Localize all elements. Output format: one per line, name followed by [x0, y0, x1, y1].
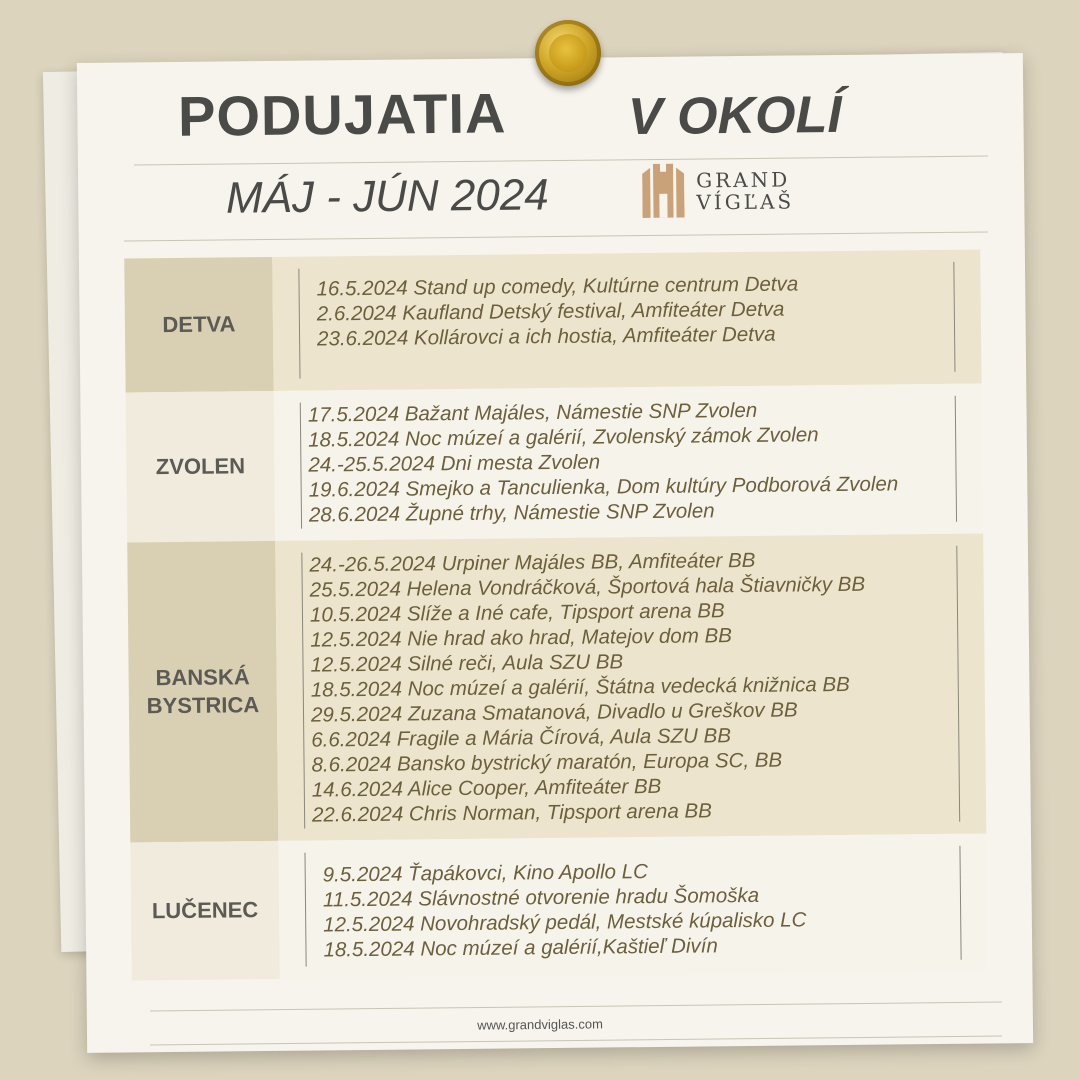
page-title: PODUJATIA: [177, 81, 507, 148]
event-item: 28.6.2024 Župné trhy, Námestie SNP Zvolen: [308, 499, 715, 527]
event-item: 24.-25.5.2024 Dni mesta Zvolen: [308, 450, 601, 477]
city-label: DETVA: [124, 257, 273, 393]
castle-icon: [642, 164, 685, 218]
event-item: 12.5.2024 Novohradský pedál, Mestské kúpalisko LC: [323, 908, 807, 937]
event-item: 12.5.2024 Silné reči, Aula SZU BB: [310, 650, 624, 677]
period-label: MÁJ - JÚN 2024: [225, 170, 550, 223]
city-label: [127, 541, 278, 843]
city-label-line2: BYSTRICA: [146, 692, 260, 719]
event-item: 11.5.2024 Slávnostné otvorenie hradu Šomoška: [322, 883, 760, 912]
pushpin-icon: [535, 20, 601, 86]
section-zvolen: [126, 384, 984, 543]
event-item: 23.6.2024 Kollárovci a ich hostia, Amfiteáter Detva: [316, 322, 776, 351]
section-banska-bystrica: [127, 534, 986, 843]
event-item: 22.6.2024 Chris Norman, Tipsport arena BB: [311, 799, 712, 827]
page-title-location: V OKOLÍ: [627, 85, 843, 147]
event-item: 18.5.2024 Noc múzeí a galérií, Zvolenský zámok Zvolen: [308, 423, 819, 452]
event-item: 19.6.2024 Smejko a Tanculienka, Dom kultúry Podborová Zvolen: [308, 472, 899, 502]
event-item: 24.-26.5.2024 Urpiner Majáles BB, Amfiteáter BB: [309, 548, 756, 577]
event-item: 6.6.2024 Fragile a Mária Čírová, Aula SZU BB: [311, 724, 732, 752]
section-detva: [124, 250, 981, 393]
event-item: 12.5.2024 Nie hrad ako hrad, Matejov dom BB: [310, 624, 733, 652]
event-item: 18.5.2024 Noc múzeí a galérií, Štátna vedecká knižnica BB: [310, 672, 850, 702]
logo-text-line2: VÍGĽAŠ: [696, 189, 795, 215]
event-item: 29.5.2024 Zuzana Smatanová, Divadlo u Greškov BB: [310, 698, 798, 727]
section-lucenec: [130, 834, 987, 981]
event-item: 18.5.2024 Noc múzeí a galérií,Kaštieľ Divín: [323, 934, 718, 962]
event-list: [275, 534, 986, 841]
event-item: 17.5.2024 Bažant Majáles, Námestie SNP Zvolen: [307, 398, 758, 427]
event-list: [272, 250, 981, 391]
event-list: [274, 384, 984, 541]
events-table: [124, 250, 988, 981]
city-label-line1: BANSKÁ: [155, 664, 250, 691]
city-label: ZVOLEN: [126, 391, 276, 543]
event-item: 16.5.2024 Stand up comedy, Kultúrne centrum Detva: [316, 272, 799, 301]
event-list: [278, 834, 987, 979]
logo-text-line1: GRAND: [696, 167, 791, 193]
event-item: 9.5.2024 Ťapákovci, Kino Apollo LC: [322, 860, 648, 887]
event-item: 14.6.2024 Alice Cooper, Amfiteáter BB: [311, 774, 662, 802]
city-label: LUČENEC: [130, 841, 279, 981]
event-item: 8.6.2024 Bansko bystrický maratón, Europa SC, BB: [311, 748, 783, 777]
website-url: www.grandviglas.com: [477, 1016, 603, 1033]
event-item: 2.6.2024 Kaufland Detský festival, Amfiteáter Detva: [316, 297, 785, 326]
event-item: 10.5.2024 Slíže a Iné cafe, Tipsport arena BB: [309, 599, 725, 627]
event-item: 25.5.2024 Helena Vondráčková, Športová hala Štiavničky BB: [309, 572, 866, 602]
